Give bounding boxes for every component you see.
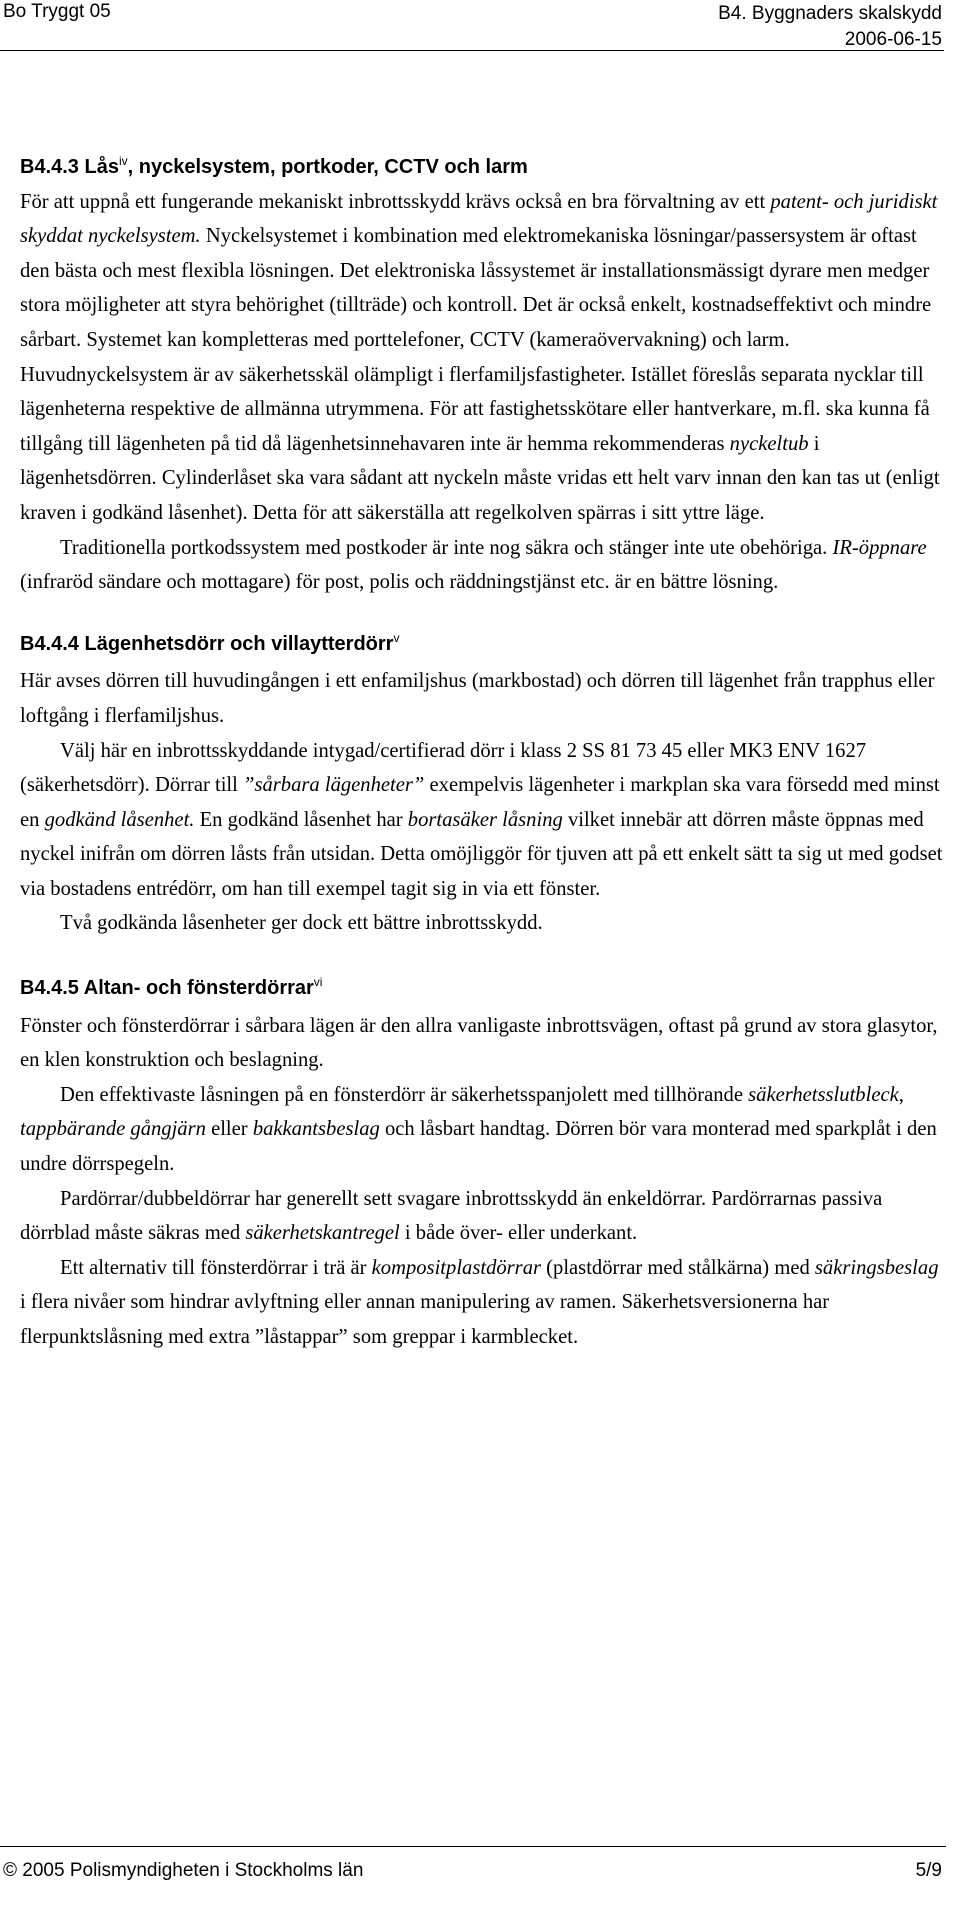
emphasis: bortasäker låsning [407, 808, 563, 831]
emphasis: IR-öppnare [832, 536, 927, 559]
endnote-ref: vi [313, 975, 323, 990]
footer-rule [0, 1846, 946, 1847]
section-heading-b445 [20, 971, 945, 1006]
paragraph: Välj här en inbrottsskyddande intygad/certifierad dörr i klass 2 SS 81 73 45 eller MK3 ENV 1627 (säkerhetsdörr). Dörrar till ”sårbara lägenheter” exempelvis lägenheter i markplan ska vara försedd med minst en godkänd låsenhet. En godkänd låsenhet har bortasäker låsning vilket innebär att dörren måste öppnas med nyckel inifrån om dörren låsts från utsidan. Detta omöjliggör för tjuven att på ett enkelt sätt ta sig ut med godset via bostadens entrédörr, om han till exempel tagit sig in via ett fönster. [20, 739, 943, 900]
emphasis: säkerhetsslutbleck [748, 1083, 899, 1106]
section-number: B4.4.5 [20, 977, 79, 1000]
header-document-title: Bo Tryggt 05 [3, 1, 111, 22]
section-title: Altan- och fönsterdörrar [83, 977, 314, 1000]
page-number: 5/9 [915, 1860, 942, 1881]
emphasis: nyckeltub [729, 432, 809, 455]
section-title: Lås [84, 156, 119, 178]
header-rule [0, 50, 944, 51]
emphasis: godkänd låsenhet. [44, 808, 195, 831]
paragraph: Ett alternativ till fönsterdörrar i trä är kompositplastdörrar (plastdörrar med stålkärna) med säkringsbeslag i flera nivåer som hindrar avlyftning eller annan manipulering av ramen. Säkerhetsversionerna har flerpunktslåsning med extra ”låstappar” som greppar i karmblecket. [20, 1256, 939, 1348]
paragraph: Pardörrar/dubbeldörrar har generellt sett svagare inbrottsskydd än enkeldörrar. Pardörrarnas passiva dörrblad måste säkras med säkerhetskantregel i både över- eller underkant. [20, 1187, 883, 1245]
emphasis: säkringsbeslag [814, 1256, 939, 1279]
section-number: B4.4.4 [20, 632, 79, 655]
section-number: B4.4.3 [20, 156, 79, 178]
paragraph: Två godkända låsenheter ger dock ett bättre inbrottsskydd. [60, 912, 543, 935]
header-chapter-title: B4. Byggnaders skalskydd [718, 3, 942, 24]
paragraph: För att uppnå ett fungerande mekaniskt inbrottsskydd krävs också en bra förvaltning av ett patent- och juridiskt skyddat nyckelsystem. Nyckelsystemet i kombination med elektromekaniska lösningar/passersystem är oftast den bästa och mest flexibla lösningen. Det elektroniska låssystemet är installationsmässigt dyrare men medger stora möjligheter att styra behörighet (tillträde) och kontroll. Det är också enkelt, kostnadseffektivt och mindre sårbart. Systemet kan kompletteras med porttelefoner, CCTV (kameraövervakning) och larm. Huvudnyckelsystem är av säkerhetsskäl olämpligt i flerfamiljsfastigheter. Istället föreslås separata nycklar till lägenheterna respektive de allmänna utrymmena. För att fastighetsskötare eller hantverkare, m.fl. ska kunna få tillgång till lägenheten på tid då lägenhetsinnehavaren inte är hemma rekommenderas nyckeltub i lägenhetsdörren. Cylinderlåset ska vara sådant att nyckeln måste vridas ett helt varv innan den kan tas ut (enligt kraven i godkänd låsenhet). Detta för att säkerställa att regelkolven spärras i sitt yttre läge. [20, 190, 940, 524]
section-heading-b443 [20, 150, 945, 185]
emphasis: patent- och juridiskt skyddat nyckelsystem. [20, 190, 938, 248]
document-body [20, 150, 945, 1355]
section-title-rest: , nyckelsystem, portkoder, CCTV och larm [127, 156, 528, 178]
paragraph: Den effektivaste låsningen på en fönsterdörr är säkerhetsspanjolett med tillhörande säkerhetsslutbleck, tappbärande gångjärn eller bakkantsbeslag och låsbart handtag. Dörren bör vara monterad med sparkplåt i den undre dörrspegeln. [20, 1083, 937, 1176]
emphasis: tappbärande gångjärn [20, 1118, 206, 1141]
section-heading-b444 [20, 627, 945, 662]
section-title: Lägenhetsdörr och villaytterdörr [84, 632, 394, 655]
header-date: 2006-06-15 [844, 29, 942, 50]
footer-copyright: © 2005 Polismyndigheten i Stockholms län [3, 1860, 364, 1881]
endnote-ref: iv [118, 154, 128, 168]
paragraph: Traditionella portkodssystem med postkoder är inte nog säkra och stänger inte ute obehöriga. IR-öppnare (infraröd sändare och mottagare) för post, polis och räddningstjänst etc. är en bättre lösning. [20, 536, 927, 594]
emphasis: kompositplastdörrar [371, 1256, 542, 1279]
header-chapter-info [718, 1, 942, 53]
emphasis: säkerhetskantregel [245, 1222, 400, 1245]
emphasis: ”sårbara lägenheter” [243, 774, 425, 797]
paragraph: Fönster och fönsterdörrar i sårbara lägen är den allra vanligaste inbrottsvägen, oftast på grund av stora glasytor, en klen konstruktion och beslagning. [20, 1014, 938, 1072]
emphasis: bakkantsbeslag [252, 1118, 380, 1141]
endnote-ref: v [393, 630, 400, 645]
page-header [0, 0, 960, 50]
paragraph: Här avses dörren till huvudingången i ett enfamiljshus (markbostad) och dörren till lägenhet från trapphus eller loftgång i flerfamiljshus. [20, 670, 935, 727]
